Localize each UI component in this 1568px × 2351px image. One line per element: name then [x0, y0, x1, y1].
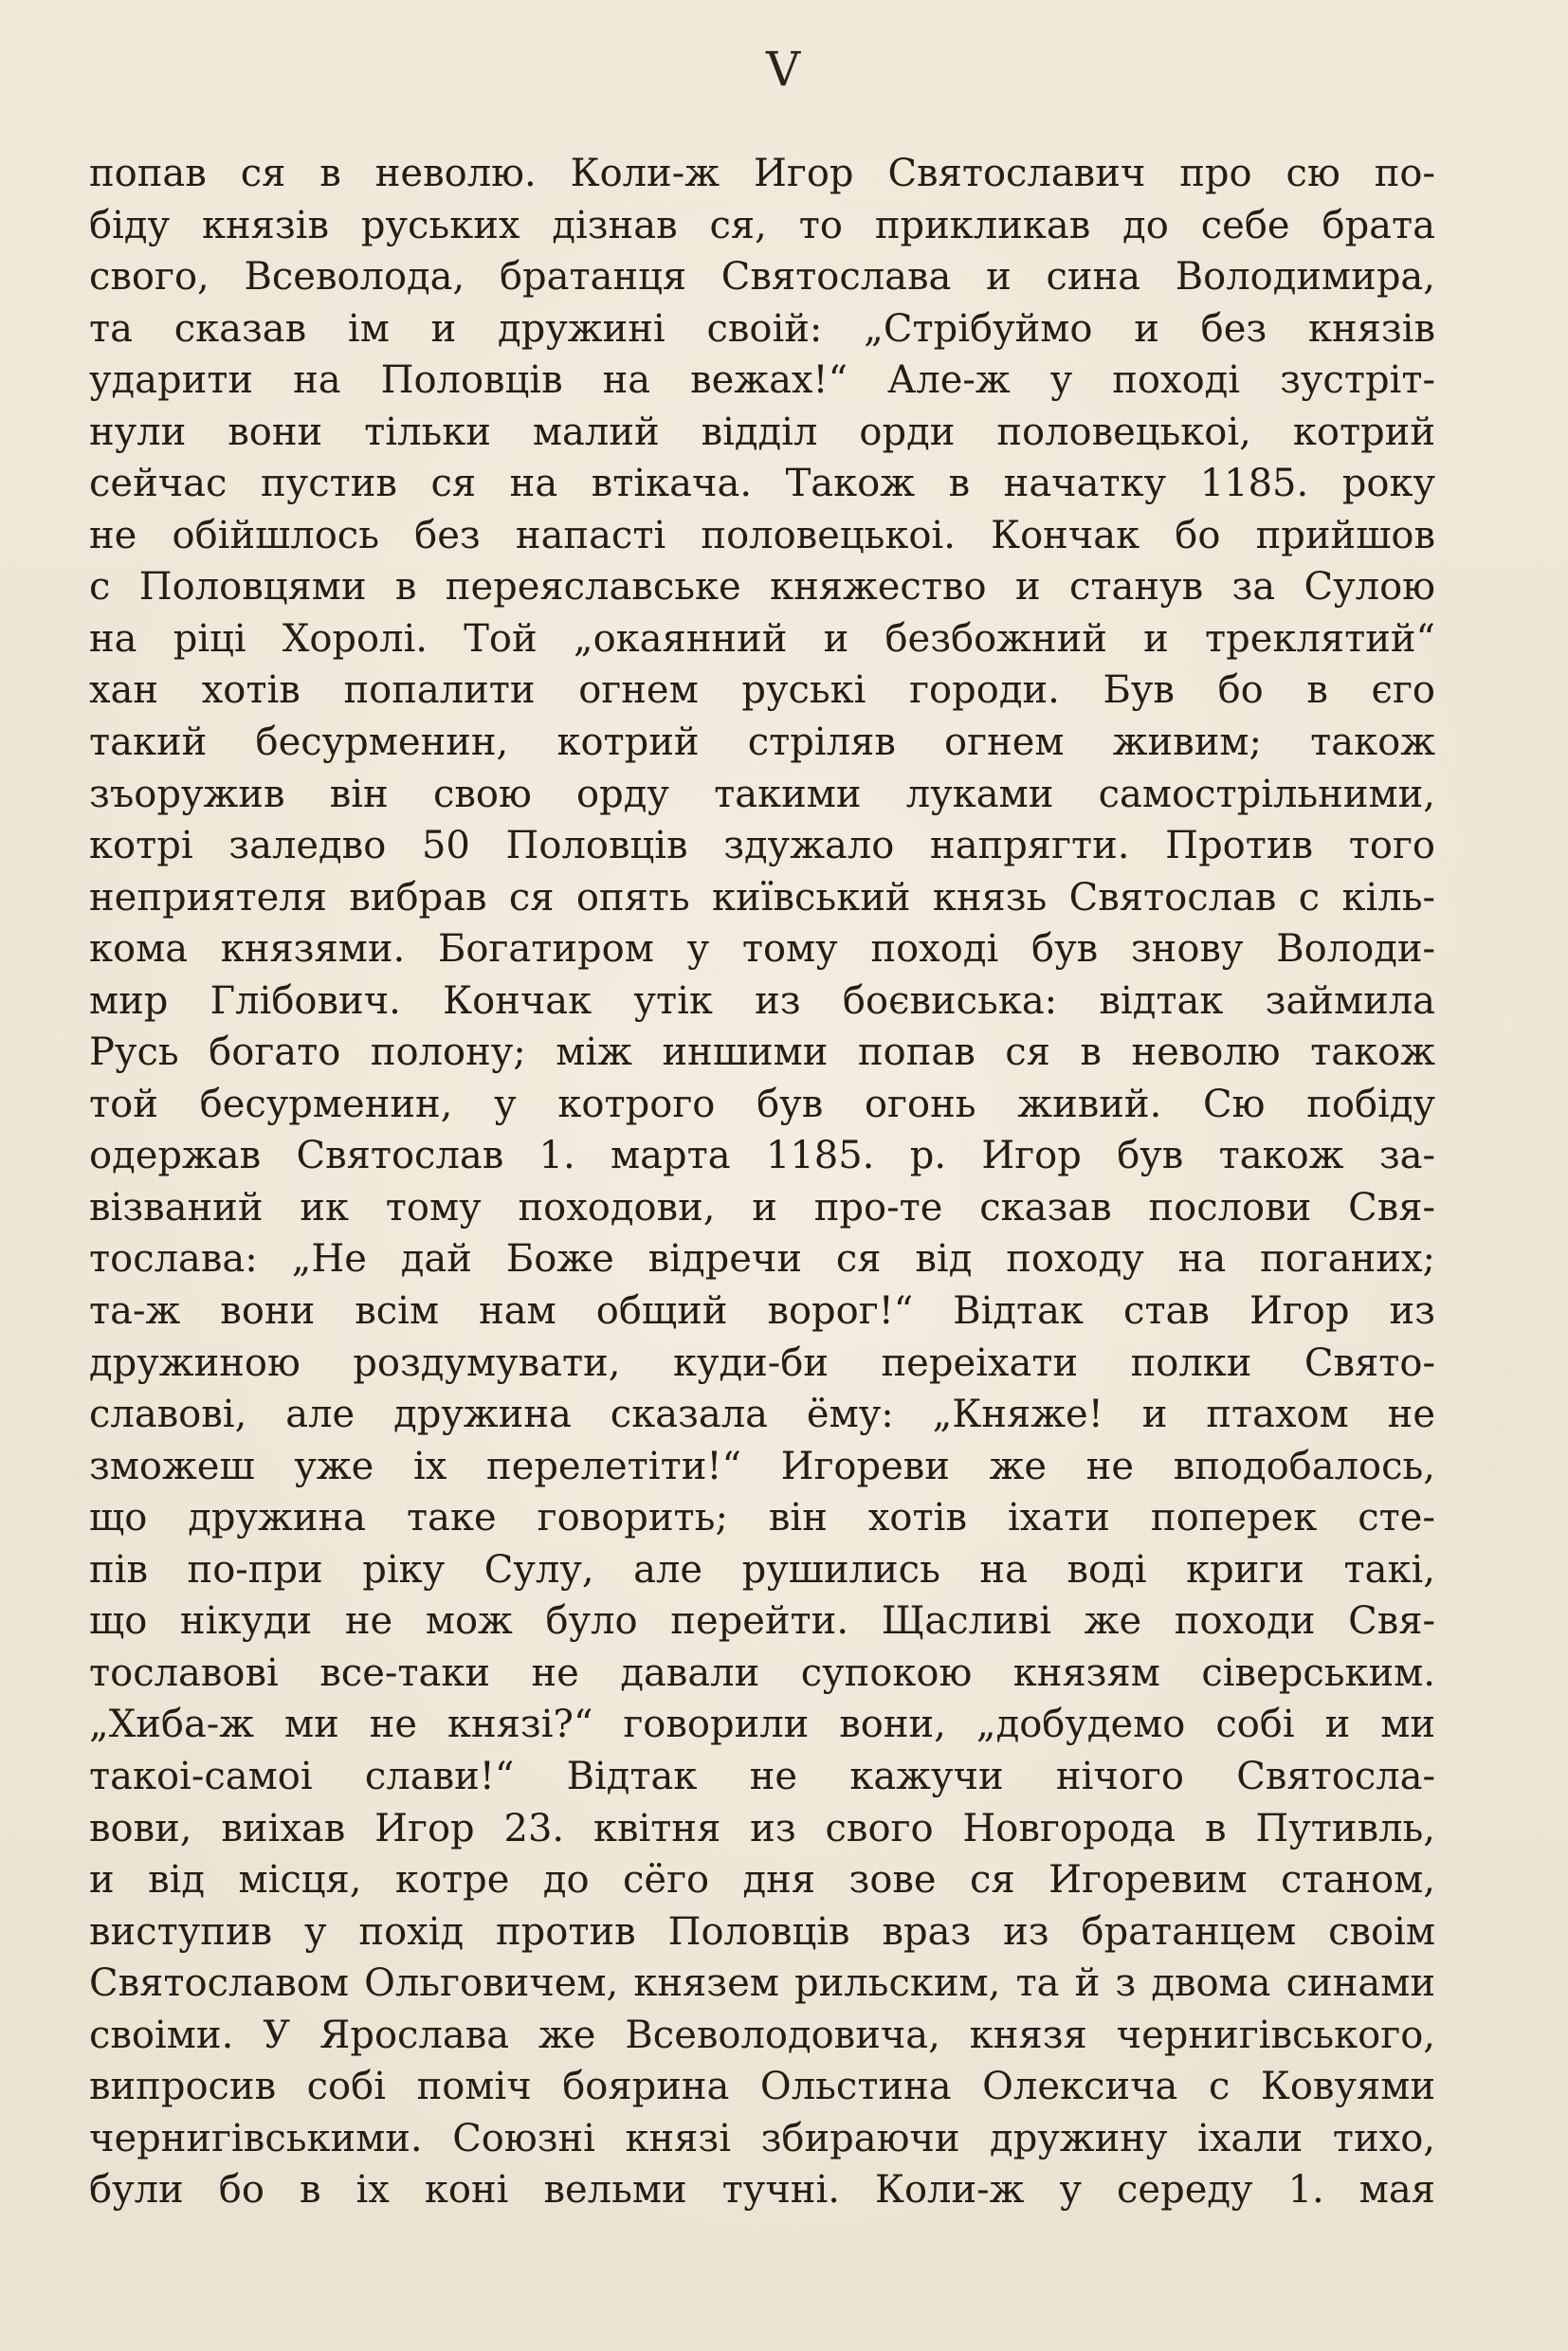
text-line: такий бесурменин, котрий стріляв огнем живим; також [89, 720, 1435, 765]
text-line: Святославом Ольговичем, князем рильским, та й з двома синами [89, 1961, 1435, 2006]
text-line: такоі-самоі слави!“ Відтак не кажучи нічого Святосла- [89, 1754, 1435, 1798]
text-line: сейчас пустив ся на втікача. Також в начатку 1185. року [89, 462, 1435, 506]
text-line: ударити на Половців на вежах!“ Але-ж у поході зустріт- [89, 358, 1435, 403]
text-line: с Половцями в переяславське княжество и станув за Сулою [89, 565, 1435, 610]
text-line: зможеш уже іх перелетіти!“ Игореви же не вподобалось, [89, 1444, 1435, 1488]
text-line: кома князями. Богатиром у тому поході був знову Володи- [89, 927, 1435, 972]
text-line: виступив у похід против Половців враз из братанцем своім [89, 1909, 1435, 1954]
text-line: що дружина таке говорить; він хотів іхати поперек сте- [89, 1496, 1435, 1540]
text-line: хан хотів попалити огнем руські городи. Був бо в єго [89, 668, 1435, 713]
text-line: Русь богато полону; між иншими попав ся в неволю також [89, 1030, 1435, 1075]
text-line: „Хиба-ж ми не князі?“ говорили вони, „добудемо собі и ми [89, 1703, 1435, 1747]
text-line: одержав Святослав 1. марта 1185. р. Игор був також за- [89, 1134, 1435, 1178]
text-line: и від місця, котре до сёго дня зове ся Игоревим станом, [89, 1858, 1435, 1903]
text-line: та-ж вони всім нам общий ворог!“ Відтак став Игор из [89, 1289, 1435, 1334]
text-line: були бо в іх коні вельми тучні. Коли-ж у середу 1. мая [89, 2168, 1435, 2213]
text-line: вови, виіхав Игор 23. квітня из свого Новгорода в Путивль, [89, 1806, 1435, 1850]
text-line: пів по-при ріку Сулу, але рушились на воді криги такі, [89, 1547, 1435, 1592]
text-line: тославові все-таки не давали супокою князям сіверським. [89, 1650, 1435, 1695]
text-line: своіми. У Ярослава же Всеволодовича, князя чернигівського, [89, 2013, 1435, 2057]
text-line: випросив собі поміч боярина Ольстина Олексича с Ковуями [89, 2065, 1435, 2109]
text-line: не обійшлось без напасті половецькоі. Кончак бо прийшов [89, 513, 1435, 557]
text-line: той бесурменин, у котрого був огонь живий. Сю побіду [89, 1082, 1435, 1126]
text-line: свого, Всеволода, братанця Святослава и сина Володимира, [89, 255, 1435, 300]
text-line: котрі заледво 50 Половців здужало напрягти. Против того [89, 824, 1435, 868]
text-line: біду князів руських дізнав ся, то прикликав до себе брата [89, 203, 1435, 247]
text-line: чернигівськими. Союзні князі збираючи дружину іхали тихо, [89, 2116, 1435, 2160]
text-line: нули вони тільки малий відділ орди половецькоі, котрий [89, 410, 1435, 454]
text-line: попав ся в неволю. Коли-ж Игор Святославич про сю по- [89, 152, 1435, 195]
text-line: дружиною роздумувати, куди-би переіхати полки Свято- [89, 1340, 1435, 1385]
text-line: зъоружив він свою орду такими луками самострільними, [89, 772, 1435, 816]
text-line: та сказав ім и дружині своій: „Стрібуймо и без князів [89, 306, 1435, 351]
text-line: славові, але дружина сказала ёму: „Княже! и птахом не [89, 1393, 1435, 1437]
text-line: неприятеля вибрав ся опять київський князь Святослав с кіль- [89, 875, 1435, 920]
page-number: V [765, 42, 803, 97]
text-line: на ріці Хоролі. Той „окаянний и безбожний и треклятий“ [89, 616, 1435, 661]
text-line: що нікуди не мож було перейти. Щасливі же походи Свя- [89, 1599, 1435, 1644]
text-line: візваний ик тому походови, и про-те сказав послови Свя- [89, 1185, 1435, 1230]
text-line: мир Глібович. Кончак утік из боєвиська: відтак займила [89, 978, 1435, 1023]
text-line: тослава: „Не дай Боже відречи ся від походу на поганих; [89, 1237, 1435, 1282]
body-text [89, 148, 1435, 2216]
